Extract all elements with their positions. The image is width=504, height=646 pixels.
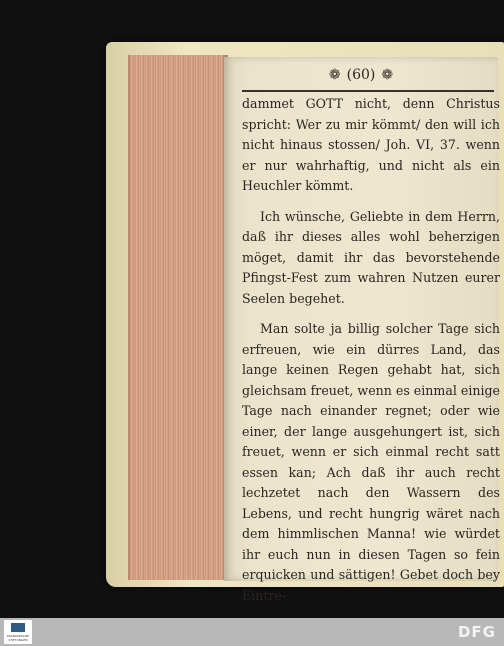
institution-logo[interactable] — [4, 620, 32, 644]
page-header — [224, 61, 498, 89]
page-edges — [128, 55, 228, 580]
dfg-logo[interactable]: DFG — [457, 623, 496, 641]
footer-bar — [0, 618, 504, 646]
flower-ornament-icon: ❁ — [328, 67, 341, 83]
paragraph: dammet GOTT nicht, denn Christus spricht: Wer zu mir kömmt/ den will ich nicht hinaus stossen/ Joh. VI, 37. wenn er nur wahrhaftig, und nicht als ein Heuchler kömmt. — [242, 96, 500, 193]
logo-text: FRANCKESCHE STIFTUNGEN — [6, 634, 30, 642]
paragraph: Ich wünsche, Geliebte in dem Herrn, daß ihr dieses alles wohl beherzigen möget, damit ihr das bevorstehende Pfingst-Fest zum wahren Nutzen eurer Seelen begehet. — [242, 208, 500, 306]
page-body — [242, 94, 500, 618]
flower-ornament-icon: ❁ — [381, 67, 394, 83]
logo-mark-icon — [11, 623, 25, 632]
page-number: (60) — [346, 67, 376, 83]
header-rule — [242, 90, 494, 92]
paragraph: Man solte ja billig solcher Tage sich erfreuen, wie ein dürres Land, das lange keinen Regen gehabt hat, sich gleichsam freuet, wenn es einmal einige Tage nach einander regnet; oder wie einer, der lange ausgehungert ist, sich freuet, wenn er sich einmal recht satt essen kan; Ach daß ihr auch recht lechzetet nach den Wassern des Lebens, und recht hungrig wäret nach dem himmlischen Manna! wie würdet ihr euch nun in diesen Tagen so fein erquicken und sättigen! Gebet doch bey Eintre- — [242, 321, 500, 603]
book-page — [224, 57, 500, 603]
